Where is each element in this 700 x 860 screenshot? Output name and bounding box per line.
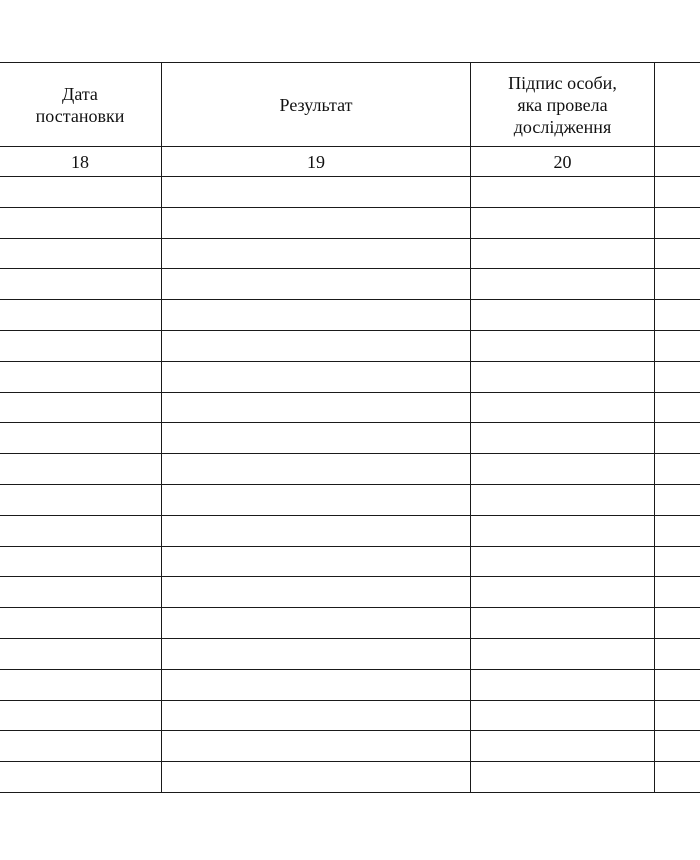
date-cell[interactable]	[0, 300, 162, 331]
column-number-18: 18	[0, 147, 162, 177]
signature-cell[interactable]	[471, 546, 655, 577]
extra-cell[interactable]	[655, 638, 700, 669]
date-cell[interactable]	[0, 484, 162, 515]
result-cell[interactable]	[162, 669, 471, 700]
extra-cell[interactable]	[655, 207, 700, 238]
extra-cell[interactable]	[655, 608, 700, 639]
result-cell[interactable]	[162, 269, 471, 300]
table-row	[0, 330, 700, 361]
signature-cell[interactable]	[471, 238, 655, 269]
date-cell[interactable]	[0, 269, 162, 300]
result-cell[interactable]	[162, 638, 471, 669]
table-row	[0, 177, 700, 208]
result-cell[interactable]	[162, 577, 471, 608]
date-cell[interactable]	[0, 762, 162, 793]
result-cell[interactable]	[162, 177, 471, 208]
header-result	[162, 63, 471, 147]
signature-cell[interactable]	[471, 638, 655, 669]
extra-cell[interactable]	[655, 669, 700, 700]
extra-cell[interactable]	[655, 484, 700, 515]
date-cell[interactable]	[0, 546, 162, 577]
date-cell[interactable]	[0, 669, 162, 700]
table-row	[0, 638, 700, 669]
table-row	[0, 392, 700, 423]
header-result-line-1: Результат	[279, 94, 353, 115]
table-row	[0, 300, 700, 331]
signature-cell[interactable]	[471, 269, 655, 300]
header-signature-line-3: дослідження	[513, 116, 612, 137]
table-row	[0, 238, 700, 269]
signature-cell[interactable]	[471, 669, 655, 700]
table-row	[0, 269, 700, 300]
header-cut-off-column	[655, 63, 700, 147]
table-body	[0, 177, 700, 793]
signature-cell[interactable]	[471, 731, 655, 762]
date-cell[interactable]	[0, 330, 162, 361]
column-number-cut-off	[655, 147, 700, 177]
header-date-of-setting	[0, 63, 162, 147]
header-date-line-2: постановки	[35, 105, 125, 126]
signature-cell[interactable]	[471, 361, 655, 392]
signature-cell[interactable]	[471, 454, 655, 485]
table-row	[0, 515, 700, 546]
table-row	[0, 207, 700, 238]
column-number-19: 19	[162, 147, 471, 177]
extra-cell[interactable]	[655, 577, 700, 608]
header-signature-line-2: яка провела	[517, 94, 608, 115]
signature-cell[interactable]	[471, 330, 655, 361]
signature-cell[interactable]	[471, 423, 655, 454]
extra-cell[interactable]	[655, 546, 700, 577]
result-cell[interactable]	[162, 300, 471, 331]
extra-cell[interactable]	[655, 330, 700, 361]
extra-cell[interactable]	[655, 700, 700, 731]
extra-cell[interactable]	[655, 423, 700, 454]
table-row	[0, 546, 700, 577]
result-cell[interactable]	[162, 546, 471, 577]
date-cell[interactable]	[0, 207, 162, 238]
signature-cell[interactable]	[471, 300, 655, 331]
table-row	[0, 423, 700, 454]
header-signature	[471, 63, 655, 147]
signature-cell[interactable]	[471, 392, 655, 423]
column-number-row	[0, 147, 700, 177]
result-cell[interactable]	[162, 361, 471, 392]
extra-cell[interactable]	[655, 269, 700, 300]
extra-cell[interactable]	[655, 392, 700, 423]
table-row	[0, 669, 700, 700]
signature-cell[interactable]	[471, 762, 655, 793]
result-cell[interactable]	[162, 423, 471, 454]
signature-cell[interactable]	[471, 484, 655, 515]
register-table	[0, 62, 700, 793]
date-cell[interactable]	[0, 608, 162, 639]
table-row	[0, 361, 700, 392]
signature-cell[interactable]	[471, 700, 655, 731]
result-cell[interactable]	[162, 454, 471, 485]
table-row	[0, 608, 700, 639]
signature-cell[interactable]	[471, 207, 655, 238]
signature-cell[interactable]	[471, 608, 655, 639]
table-row	[0, 762, 700, 793]
result-cell[interactable]	[162, 700, 471, 731]
date-cell[interactable]	[0, 361, 162, 392]
date-cell[interactable]	[0, 700, 162, 731]
table-row	[0, 731, 700, 762]
header-row	[0, 63, 700, 147]
date-cell[interactable]	[0, 454, 162, 485]
extra-cell[interactable]	[655, 762, 700, 793]
extra-cell[interactable]	[655, 300, 700, 331]
date-cell[interactable]	[0, 177, 162, 208]
date-cell[interactable]	[0, 577, 162, 608]
date-cell[interactable]	[0, 238, 162, 269]
table-row	[0, 484, 700, 515]
date-cell[interactable]	[0, 392, 162, 423]
extra-cell[interactable]	[655, 731, 700, 762]
result-cell[interactable]	[162, 330, 471, 361]
signature-cell[interactable]	[471, 177, 655, 208]
result-cell[interactable]	[162, 238, 471, 269]
result-cell[interactable]	[162, 608, 471, 639]
header-signature-line-1: Підпис особи,	[508, 72, 617, 93]
date-cell[interactable]	[0, 423, 162, 454]
result-cell[interactable]	[162, 762, 471, 793]
date-cell[interactable]	[0, 731, 162, 762]
result-cell[interactable]	[162, 392, 471, 423]
result-cell[interactable]	[162, 731, 471, 762]
header-date-line-1: Дата	[62, 83, 98, 104]
extra-cell[interactable]	[655, 361, 700, 392]
column-number-20: 20	[471, 147, 655, 177]
signature-cell[interactable]	[471, 515, 655, 546]
result-cell[interactable]	[162, 207, 471, 238]
extra-cell[interactable]	[655, 515, 700, 546]
extra-cell[interactable]	[655, 177, 700, 208]
table-row	[0, 577, 700, 608]
date-cell[interactable]	[0, 638, 162, 669]
signature-cell[interactable]	[471, 577, 655, 608]
table-row	[0, 700, 700, 731]
extra-cell[interactable]	[655, 454, 700, 485]
result-cell[interactable]	[162, 515, 471, 546]
table-row	[0, 454, 700, 485]
extra-cell[interactable]	[655, 238, 700, 269]
result-cell[interactable]	[162, 484, 471, 515]
date-cell[interactable]	[0, 515, 162, 546]
